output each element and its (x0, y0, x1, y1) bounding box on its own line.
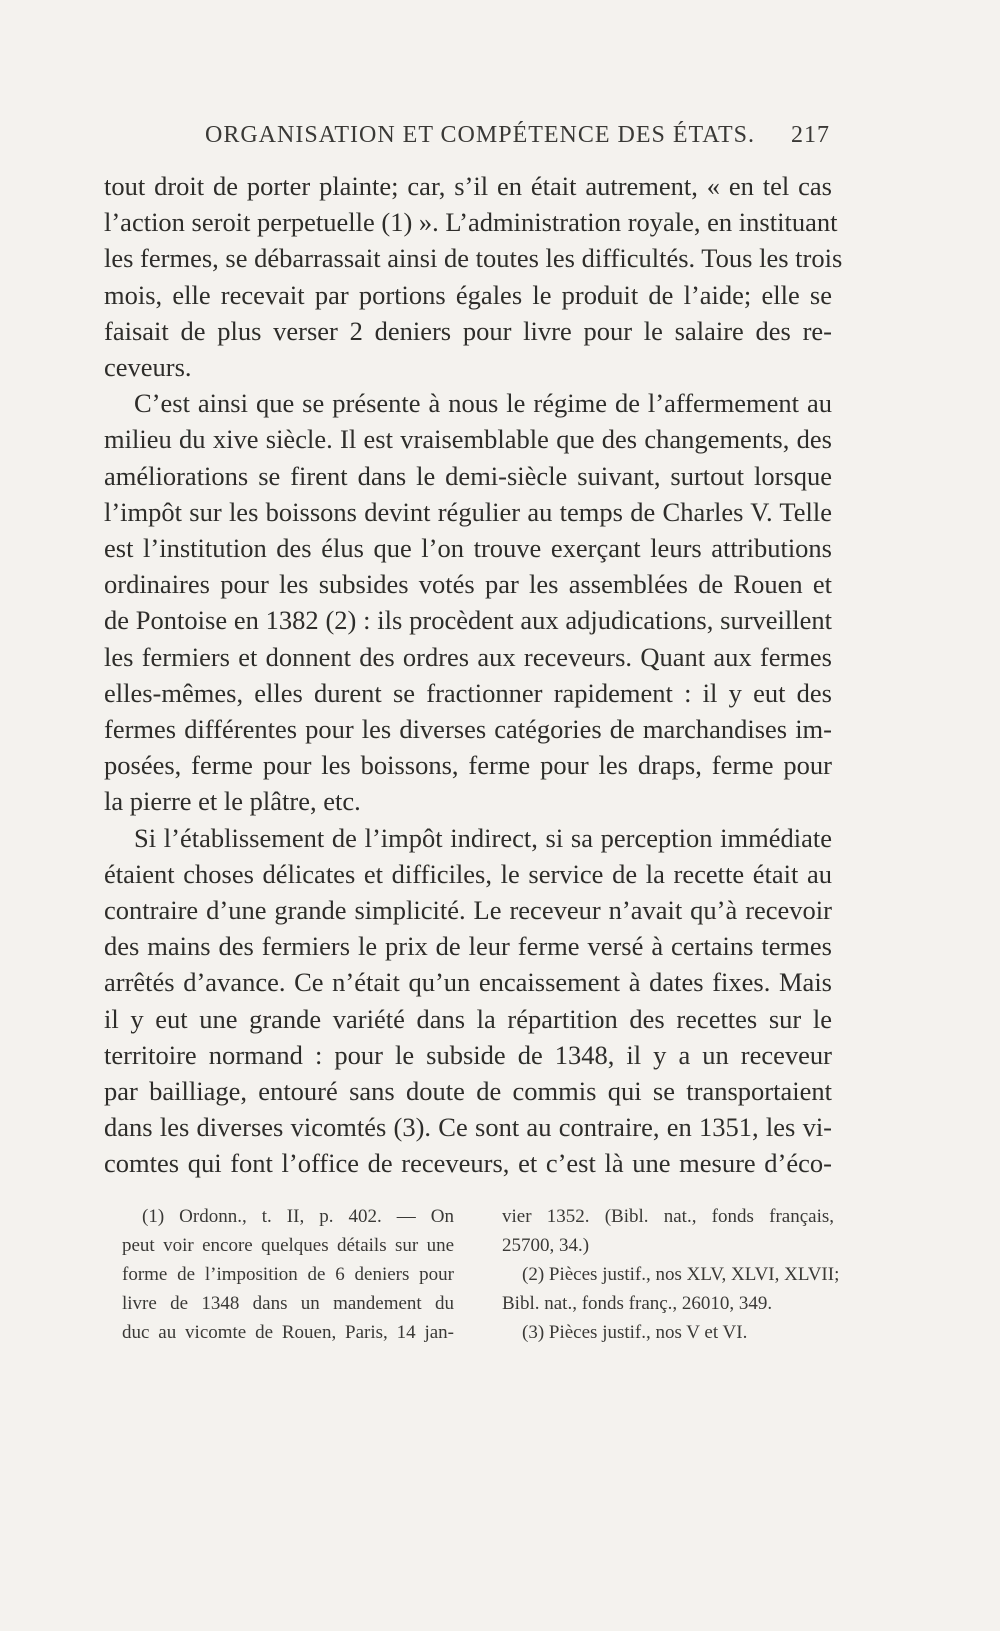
text-line: l’action seroit perpetuelle (1) ». L’administration royale, en instituant (104, 207, 838, 238)
text-line: l’impôt sur les boissons devint régulier au temps de Charles V. Telle (104, 496, 832, 527)
running-header (205, 122, 830, 149)
text-line: améliorations se firent dans le demi-siècle suivant, surtout lorsque (104, 460, 832, 491)
main-text (104, 168, 843, 1182)
text-line: tout droit de porter plainte; car, s’il en était autrement, « en tel cas (104, 171, 832, 201)
footnote-line: (1) Ordonn., t. II, p. 402. — On (142, 1206, 454, 1227)
footnote-line: livre de 1348 dans un mandement du (122, 1293, 454, 1314)
text-line: est l’institution des élus que l’on trouve exerçant leurs attributions (104, 533, 832, 564)
running-title: ORGANISATION ET COMPÉTENCE DES ÉTATS. (205, 122, 755, 148)
text-line: fermes différentes pour les diverses catégories de marchandises im- (104, 714, 832, 745)
footnotes-right-column (502, 1202, 840, 1347)
text-line: ordinaires pour les subsides votés par les assemblées de Rouen et (104, 569, 832, 600)
text-line: contraire d’une grande simplicité. Le receveur n’avait qu’à recevoir (104, 895, 832, 926)
footnote-line: vier 1352. (Bibl. nat., fonds français, (502, 1206, 834, 1227)
text-line: des mains des fermiers le prix de leur ferme versé à certains termes (104, 931, 832, 962)
text-line: les fermes, se débarrassait ainsi de toutes les difficultés. Tous les trois (104, 243, 843, 274)
footnote-line: peut voir encore quelques détails sur une (122, 1235, 454, 1256)
text-line: ceveurs. (104, 352, 192, 383)
text-line: par bailliage, entouré sans doute de commis qui se transportaient (104, 1076, 832, 1107)
footnotes (122, 1202, 840, 1347)
text-line: comtes qui font l’office de receveurs, et c’est là une mesure d’éco- (104, 1148, 832, 1179)
text-line: territoire normand : pour le subside de 1348, il y a un receveur (104, 1039, 832, 1070)
text-line: C’est ainsi que se présente à nous le régime de l’affermement au (134, 388, 832, 419)
text-line: milieu du xive siècle. Il est vraisemblable que des changements, des (104, 424, 832, 455)
text-line: faisait de plus verser 2 deniers pour livre pour le salaire des re- (104, 315, 832, 346)
text-line: Si l’établissement de l’impôt indirect, si sa perception immédiate (134, 822, 832, 853)
text-line: dans les diverses vicomtés (3). Ce sont au contraire, en 1351, les vi- (104, 1112, 832, 1143)
footnote-line: (2) Pièces justif., nos XLV, XLVI, XLVII; (522, 1264, 840, 1285)
text-line: elles-mêmes, elles durent se fractionner rapidement : il y eut des (104, 677, 832, 708)
text-line: mois, elle recevait par portions égales le produit de l’aide; elle se (104, 279, 832, 310)
text-line: les fermiers et donnent des ordres aux receveurs. Quant aux fermes (104, 641, 832, 672)
text-line: posées, ferme pour les boissons, ferme pour les draps, ferme pour (104, 750, 832, 781)
text-line: la pierre et le plâtre, etc. (104, 786, 361, 817)
text-line: arrêtés d’avance. Ce n’était qu’un encaissement à dates fixes. Mais (104, 967, 832, 998)
footnote-line: duc au vicomte de Rouen, Paris, 14 jan- (122, 1322, 454, 1343)
text-line: étaient choses délicates et difficiles, le service de la recette était au (104, 858, 832, 889)
text-line: il y eut une grande variété dans la répartition des recettes sur le (104, 1003, 832, 1034)
text-line: de Pontoise en 1382 (2) : ils procèdent aux adjudications, surveillent (104, 605, 832, 636)
page-number: 217 (791, 122, 830, 148)
footnote-line: (3) Pièces justif., nos V et VI. (522, 1322, 748, 1343)
footnote-line: forme de l’imposition de 6 deniers pour (122, 1264, 454, 1285)
footnote-line: Bibl. nat., fonds franç., 26010, 349. (502, 1293, 773, 1314)
footnotes-left-column (122, 1202, 454, 1347)
footnote-line: 25700, 34.) (502, 1235, 590, 1256)
